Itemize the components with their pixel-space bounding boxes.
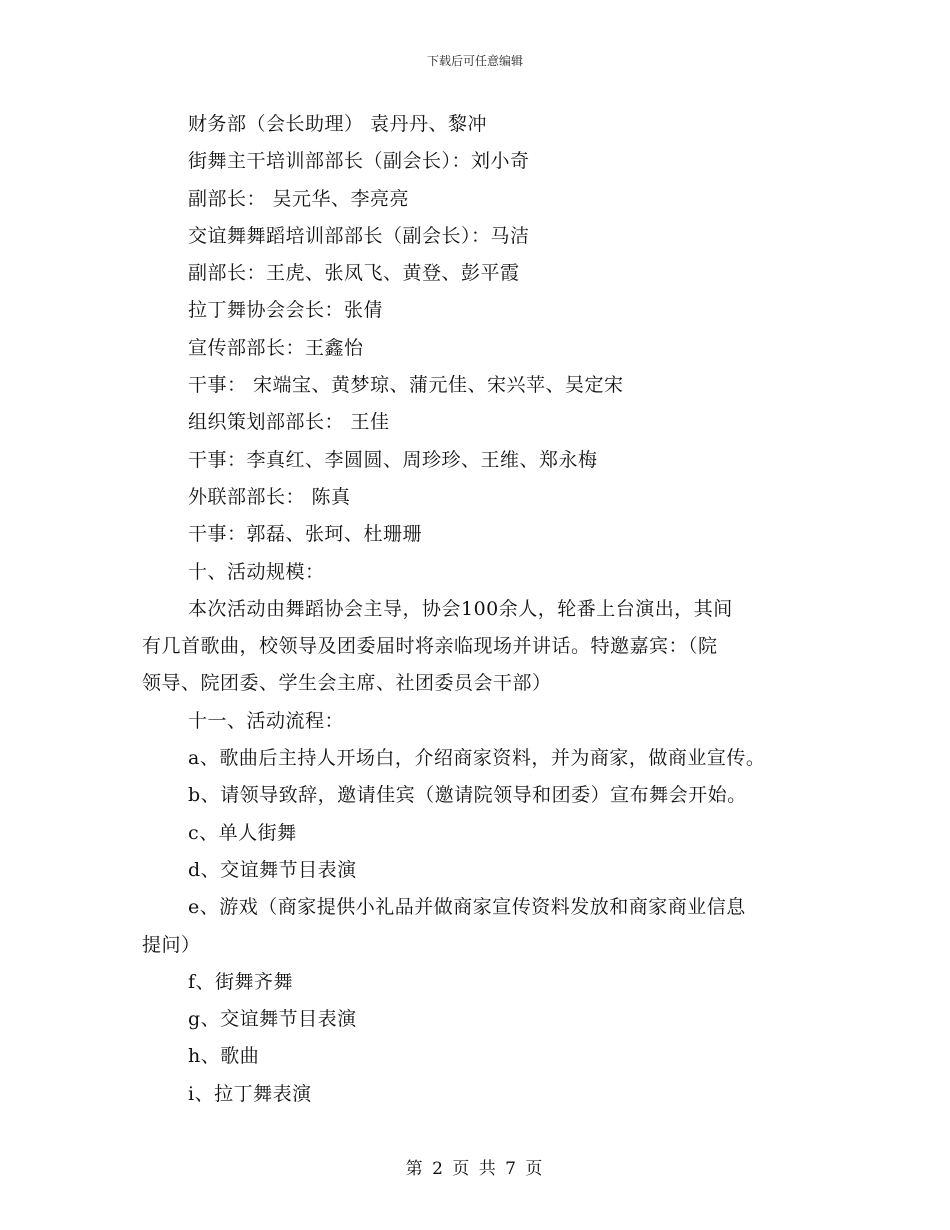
- page-footer: 第 2 页 共 7 页: [405, 1159, 545, 1179]
- text-line: h、歌曲: [188, 1045, 260, 1068]
- text-line: i、拉丁舞表演: [188, 1082, 312, 1105]
- text-line: c、单人街舞: [188, 821, 297, 844]
- text-line: 副部长：王虎、张凤飞、黄登、彭平霞: [188, 262, 520, 285]
- text-line: 拉丁舞协会会长：张倩: [188, 299, 384, 322]
- text-line: 本次活动由舞蹈协会主导，协会100余人，轮番上台演出，其间: [188, 597, 733, 620]
- text-line: 财务部（会长助理） 袁丹丹、黎冲: [188, 113, 488, 135]
- text-line: e、游戏（商家提供小礼品并做商家宣传资料发放和商家商业信息: [188, 896, 746, 919]
- text-line: 干事：李真红、李圆圆、周珍珍、王维、郑永梅: [188, 448, 598, 471]
- text-line: 干事：郭磊、张珂、杜珊珊: [188, 523, 423, 546]
- text-line: 干事： 宋端宝、黄梦琼、蒲元佳、宋兴苹、吴定宋: [188, 374, 624, 397]
- text-line: 组织策划部部长： 王佳: [188, 411, 390, 434]
- text-line: 提问）: [142, 933, 201, 956]
- text-line: 宣传部部长：王鑫怡: [188, 336, 364, 359]
- text-line: 有几首歌曲，校领导及团委届时将亲临现场并讲话。特邀嘉宾：（院: [142, 635, 718, 658]
- text-line: 十、活动规模：: [188, 560, 325, 583]
- text-line: a、歌曲后主持人开场白，介绍商家资料，并为商家，做商业宣传。: [188, 747, 766, 770]
- text-line: 十一、活动流程：: [188, 709, 345, 732]
- text-line: 交谊舞舞蹈培训部部长（副会长）：马洁: [188, 224, 530, 247]
- document-body: [142, 106, 822, 1113]
- text-line: b、请领导致辞，邀请佳宾（邀请院领导和团委）宣布舞会开始。: [188, 784, 747, 807]
- text-line: f、街舞齐舞: [188, 970, 294, 993]
- text-line: 外联部部长： 陈真: [188, 485, 351, 508]
- text-line: 副部长： 吴元华、李亮亮: [188, 187, 410, 210]
- text-line: g、交谊舞节目表演: [188, 1008, 357, 1031]
- text-line: 领导、院团委、学生会主席、社团委员会干部）: [142, 672, 552, 695]
- page-header: 下载后可任意编辑: [426, 54, 523, 68]
- text-line: d、交谊舞节目表演: [188, 858, 357, 881]
- text-line: 街舞主干培训部部长（副会长）：刘小奇: [188, 150, 530, 173]
